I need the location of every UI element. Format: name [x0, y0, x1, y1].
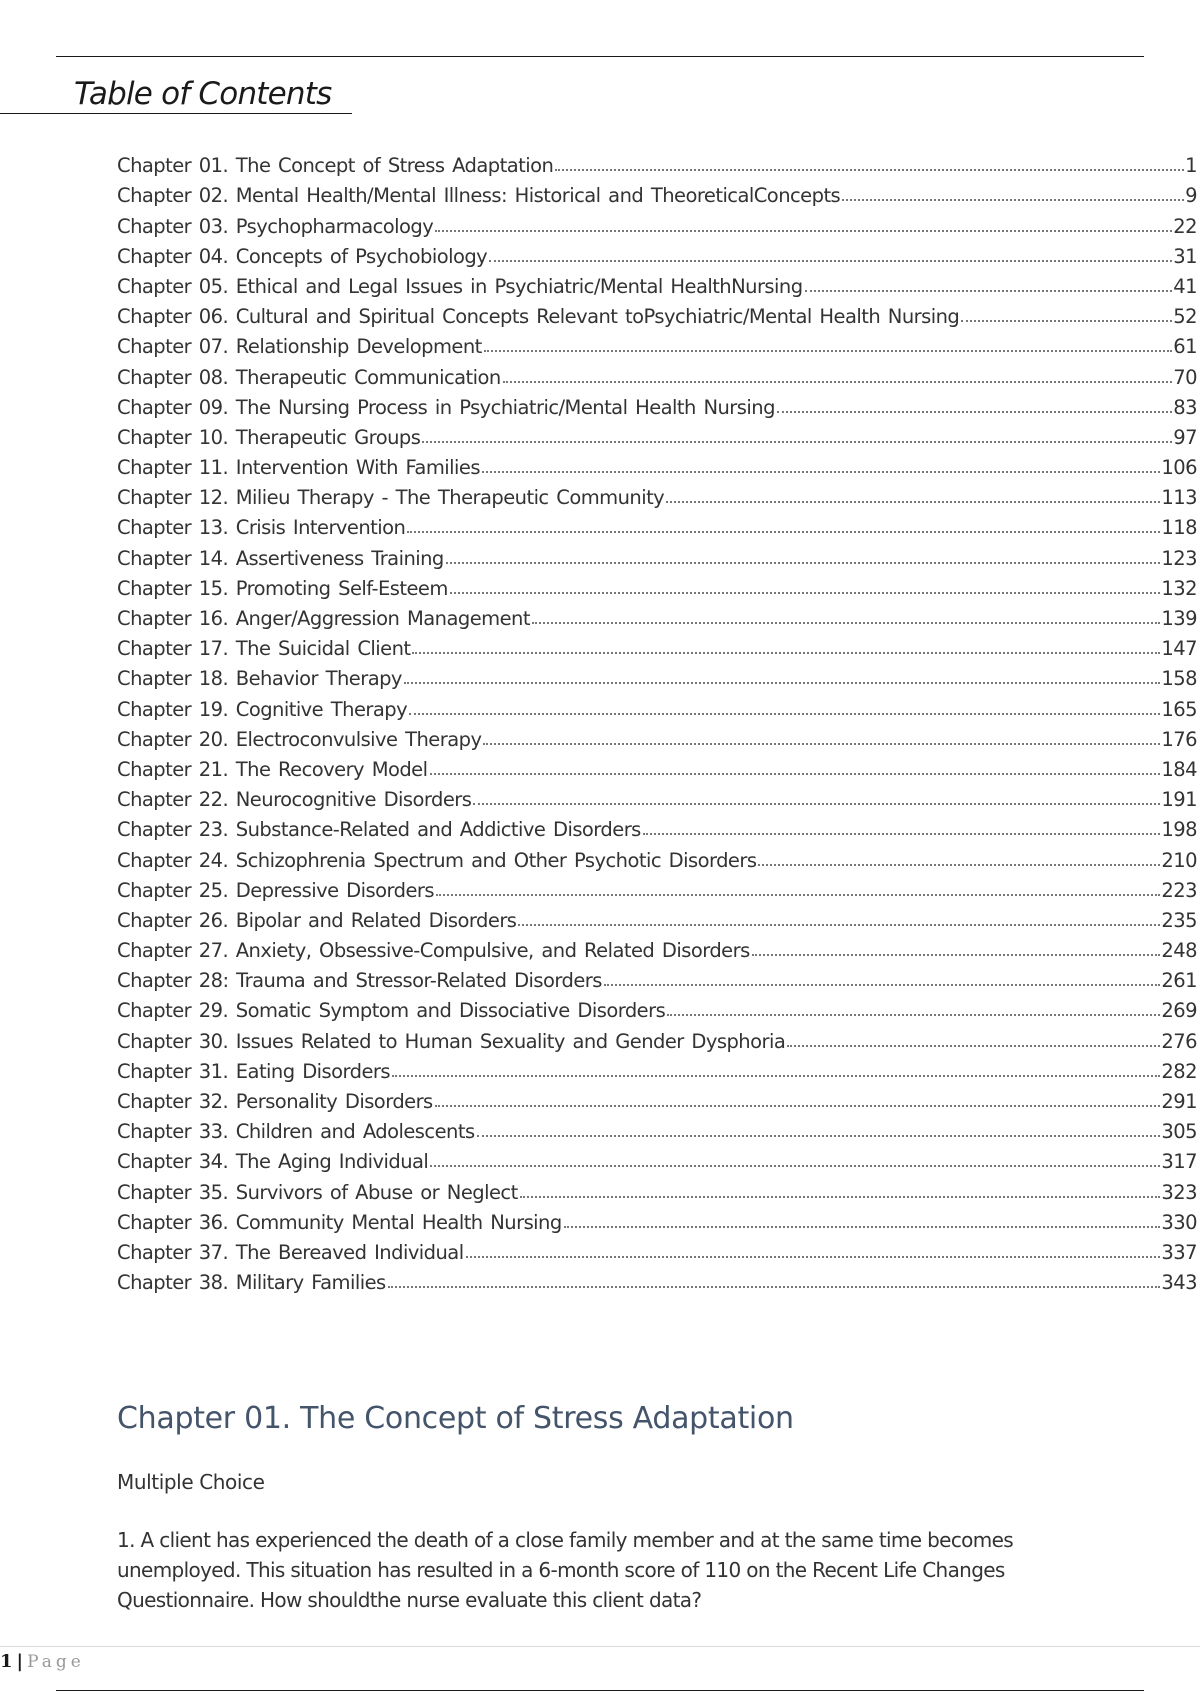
toc-entry-label: Chapter 22. Neurocognitive Disorders — [117, 788, 472, 812]
toc-entry-page: 176 — [1161, 727, 1197, 751]
toc-dot-leader — [484, 350, 1173, 352]
toc-title-underline — [0, 113, 352, 114]
toc-entry-label: Chapter 10. Therapeutic Groups — [117, 425, 421, 449]
toc-entry[interactable] — [117, 147, 1197, 177]
toc-entry-page: 31 — [1173, 244, 1197, 268]
toc-entry-page: 198 — [1161, 818, 1197, 842]
toc-entry-label: Chapter 30. Issues Related to Human Sexuality and Gender Dysphoria — [117, 1029, 786, 1053]
toc-entry-label: Chapter 27. Anxiety, Obsessive-Compulsive, and Related Disorders — [117, 939, 750, 963]
toc-entry-page: 343 — [1161, 1271, 1197, 1295]
toc-entry-label: Chapter 14. Assertiveness Training — [117, 546, 444, 570]
toc-entry-page: 191 — [1161, 788, 1197, 812]
toc-entry[interactable] — [117, 207, 1197, 237]
toc-dot-leader — [564, 1226, 1161, 1228]
toc-entry[interactable] — [117, 1204, 1197, 1234]
toc-dot-leader — [412, 652, 1160, 654]
header-rule — [56, 56, 1144, 57]
toc-entry-label: Chapter 29. Somatic Symptom and Dissociative Disorders — [117, 999, 666, 1023]
toc-entry-page: 317 — [1161, 1150, 1197, 1174]
toc-entry[interactable] — [117, 570, 1197, 600]
toc-entry[interactable] — [117, 690, 1197, 720]
toc-entry-page: 97 — [1173, 425, 1197, 449]
toc-entry[interactable] — [117, 328, 1197, 358]
toc-dot-leader — [450, 592, 1161, 594]
toc-entry-page: 123 — [1161, 546, 1197, 570]
chapter-heading: Chapter 01. The Concept of Stress Adaptation — [117, 1401, 794, 1436]
toc-entry-label: Chapter 12. Milieu Therapy - The Therapeutic Community — [117, 486, 665, 510]
toc-entry-page: 323 — [1161, 1180, 1197, 1204]
toc-dot-leader — [489, 260, 1172, 262]
toc-entry-page: 261 — [1161, 969, 1197, 993]
toc-entry-page: 210 — [1161, 848, 1197, 872]
toc-dot-leader — [842, 199, 1184, 201]
toc-entry-label: Chapter 07. Relationship Development — [117, 335, 482, 359]
toc-entry-page: 165 — [1161, 697, 1197, 721]
toc-dot-leader — [604, 984, 1161, 986]
toc-entry[interactable] — [117, 539, 1197, 569]
toc-dot-leader — [435, 230, 1172, 232]
toc-entry-page: 248 — [1161, 939, 1197, 963]
toc-entry-page: 113 — [1161, 486, 1197, 510]
toc-list — [117, 147, 1197, 1294]
toc-dot-leader — [446, 562, 1161, 564]
toc-entry-label: Chapter 02. Mental Health/Mental Illness: Historical and TheoreticalConcepts — [117, 184, 841, 208]
toc-dot-leader — [758, 864, 1160, 866]
toc-entry-label: Chapter 23. Substance-Related and Addictive Disorders — [117, 818, 641, 842]
toc-entry-label: Chapter 36. Community Mental Health Nursing — [117, 1210, 562, 1234]
toc-entry-page: 158 — [1161, 667, 1197, 691]
toc-entry-page: 184 — [1161, 757, 1197, 781]
toc-entry[interactable] — [117, 962, 1197, 992]
toc-entry[interactable] — [117, 298, 1197, 328]
toc-dot-leader — [518, 924, 1160, 926]
toc-entry-label: Chapter 01. The Concept of Stress Adaptation — [117, 154, 554, 178]
toc-entry[interactable] — [117, 932, 1197, 962]
toc-entry[interactable] — [117, 177, 1197, 207]
toc-entry-page: 22 — [1173, 214, 1197, 238]
toc-entry-page: 106 — [1161, 456, 1197, 480]
toc-entry[interactable] — [117, 358, 1197, 388]
toc-entry[interactable] — [117, 238, 1197, 268]
toc-entry[interactable] — [117, 721, 1197, 751]
toc-entry[interactable] — [117, 419, 1197, 449]
toc-title: Table of Contents — [74, 76, 332, 112]
toc-entry-page: 52 — [1173, 305, 1197, 329]
toc-entry[interactable] — [117, 902, 1197, 932]
toc-entry-label: Chapter 32. Personality Disorders — [117, 1090, 433, 1113]
toc-entry-label: Chapter 09. The Nursing Process in Psychiatric/Mental Health Nursing — [117, 395, 775, 419]
toc-entry-label: Chapter 17. The Suicidal Client — [117, 637, 411, 661]
toc-entry[interactable] — [117, 268, 1197, 298]
toc-entry-page: 70 — [1173, 365, 1197, 389]
page-separator: | — [16, 1651, 24, 1672]
toc-dot-leader — [407, 531, 1160, 533]
toc-entry[interactable] — [117, 479, 1197, 509]
toc-dot-leader — [477, 1135, 1161, 1137]
toc-entry-label: Chapter 31. Eating Disorders — [117, 1059, 390, 1083]
section-label: Multiple Choice — [117, 1470, 265, 1494]
toc-entry[interactable] — [117, 781, 1197, 811]
toc-entry-label: Chapter 06. Cultural and Spiritual Concepts Relevant toPsychiatric/Mental Health Nursing — [117, 305, 960, 329]
bottom-rule — [56, 1690, 1144, 1691]
toc-entry-label: Chapter 34. The Aging Individual — [117, 1150, 429, 1174]
toc-entry[interactable] — [117, 1264, 1197, 1294]
toc-dot-leader — [483, 743, 1160, 745]
toc-entry-label: Chapter 11. Intervention With Families — [117, 456, 480, 480]
toc-entry[interactable] — [117, 449, 1197, 479]
toc-dot-leader — [787, 1045, 1160, 1047]
page-number: 1 — [0, 1651, 13, 1672]
toc-entry[interactable] — [117, 630, 1197, 660]
toc-entry[interactable] — [117, 811, 1197, 841]
toc-entry-page: 235 — [1161, 908, 1197, 932]
toc-entry[interactable] — [117, 841, 1197, 871]
toc-entry-label: Chapter 16. Anger/Aggression Management — [117, 607, 530, 630]
toc-entry[interactable] — [117, 1022, 1197, 1052]
toc-entry-page: 330 — [1161, 1210, 1197, 1234]
toc-entry-label: Chapter 04. Concepts of Psychobiology — [117, 244, 488, 268]
toc-entry[interactable] — [117, 1053, 1197, 1083]
toc-entry-page: 291 — [1161, 1090, 1197, 1113]
toc-entry-page: 83 — [1173, 395, 1197, 419]
toc-entry-label: Chapter 05. Ethical and Legal Issues in Psychiatric/Mental HealthNursing — [117, 274, 803, 298]
toc-dot-leader — [532, 622, 1160, 624]
toc-entry-label: Chapter 24. Schizophrenia Spectrum and Other Psychotic Disorders — [117, 848, 757, 872]
toc-entry[interactable] — [117, 1173, 1197, 1203]
toc-entry-label: Chapter 38. Military Families — [117, 1271, 386, 1295]
toc-entry-label: Chapter 18. Behavior Therapy — [117, 667, 402, 691]
toc-dot-leader — [752, 954, 1161, 956]
toc-entry[interactable] — [117, 660, 1197, 690]
page-footer — [0, 1651, 85, 1672]
toc-dot-leader — [473, 803, 1160, 805]
toc-dot-leader — [555, 169, 1184, 171]
toc-entry[interactable] — [117, 751, 1197, 781]
toc-entry-label: Chapter 08. Therapeutic Communication — [117, 365, 501, 389]
toc-entry-label: Chapter 35. Survivors of Abuse or Neglect — [117, 1180, 518, 1204]
toc-entry-page: 147 — [1161, 637, 1197, 661]
toc-entry-page: 1 — [1185, 154, 1197, 178]
toc-dot-leader — [388, 1286, 1161, 1288]
page-word: Page — [27, 1652, 85, 1672]
toc-entry-label: Chapter 19. Cognitive Therapy — [117, 697, 408, 721]
toc-dot-leader — [392, 1075, 1160, 1077]
toc-entry-page: 276 — [1161, 1029, 1197, 1053]
toc-dot-leader — [404, 682, 1161, 684]
toc-entry[interactable] — [117, 600, 1197, 630]
toc-entry-label: Chapter 21. The Recovery Model — [117, 757, 428, 781]
toc-entry-label: Chapter 20. Electroconvulsive Therapy — [117, 727, 482, 751]
toc-entry[interactable] — [117, 509, 1197, 539]
toc-entry-label: Chapter 26. Bipolar and Related Disorders — [117, 908, 517, 932]
toc-entry-page: 269 — [1161, 999, 1197, 1023]
toc-entry[interactable] — [117, 1143, 1197, 1173]
toc-entry[interactable] — [117, 1234, 1197, 1264]
toc-entry-page: 9 — [1185, 184, 1197, 208]
toc-entry-page: 305 — [1161, 1120, 1197, 1144]
toc-dot-leader — [430, 773, 1161, 775]
toc-entry[interactable] — [117, 1083, 1197, 1113]
toc-entry-page: 132 — [1161, 576, 1197, 600]
toc-entry-label: Chapter 03. Psychopharmacology — [117, 214, 434, 238]
toc-dot-leader — [409, 713, 1160, 715]
toc-dot-leader — [666, 501, 1160, 503]
toc-entry[interactable] — [117, 1113, 1197, 1143]
toc-entry-page: 139 — [1161, 607, 1197, 630]
toc-dot-leader — [482, 471, 1160, 473]
toc-entry-page: 282 — [1161, 1059, 1197, 1083]
toc-entry[interactable] — [117, 389, 1197, 419]
toc-entry-label: Chapter 28: Trauma and Stressor-Related Disorders — [117, 969, 602, 993]
footer-rule — [0, 1646, 1200, 1647]
toc-dot-leader — [805, 290, 1173, 292]
toc-entry-page: 223 — [1161, 878, 1197, 902]
toc-dot-leader — [961, 320, 1172, 322]
toc-dot-leader — [430, 1165, 1160, 1167]
toc-entry[interactable] — [117, 992, 1197, 1022]
toc-dot-leader — [436, 894, 1160, 896]
question-text: 1. A client has experienced the death of a close family member and at the same time becomes unemployed. This situation has resulted in a 6-month score of 110 on the Recent Life Changes Questionnaire. How shouldthe nurse evaluate this client data? — [117, 1528, 1014, 1612]
toc-dot-leader — [503, 381, 1173, 383]
toc-dot-leader — [643, 833, 1161, 835]
toc-dot-leader — [435, 1105, 1161, 1107]
toc-dot-leader — [777, 411, 1172, 413]
toc-dot-leader — [466, 1256, 1161, 1258]
toc-dot-leader — [667, 1014, 1160, 1016]
toc-entry-label: Chapter 13. Crisis Intervention — [117, 516, 406, 540]
toc-entry-label: Chapter 15. Promoting Self-Esteem — [117, 576, 448, 600]
toc-entry-label: Chapter 33. Children and Adolescents — [117, 1120, 475, 1144]
toc-entry-label: Chapter 37. The Bereaved Individual — [117, 1240, 464, 1264]
toc-entry-page: 337 — [1161, 1240, 1197, 1264]
toc-entry-page: 118 — [1161, 516, 1197, 540]
toc-entry-label: Chapter 25. Depressive Disorders — [117, 878, 434, 902]
toc-entry[interactable] — [117, 872, 1197, 902]
toc-dot-leader — [520, 1196, 1161, 1198]
toc-entry-page: 41 — [1173, 274, 1197, 298]
toc-dot-leader — [422, 441, 1172, 443]
toc-entry-page: 61 — [1173, 335, 1197, 359]
